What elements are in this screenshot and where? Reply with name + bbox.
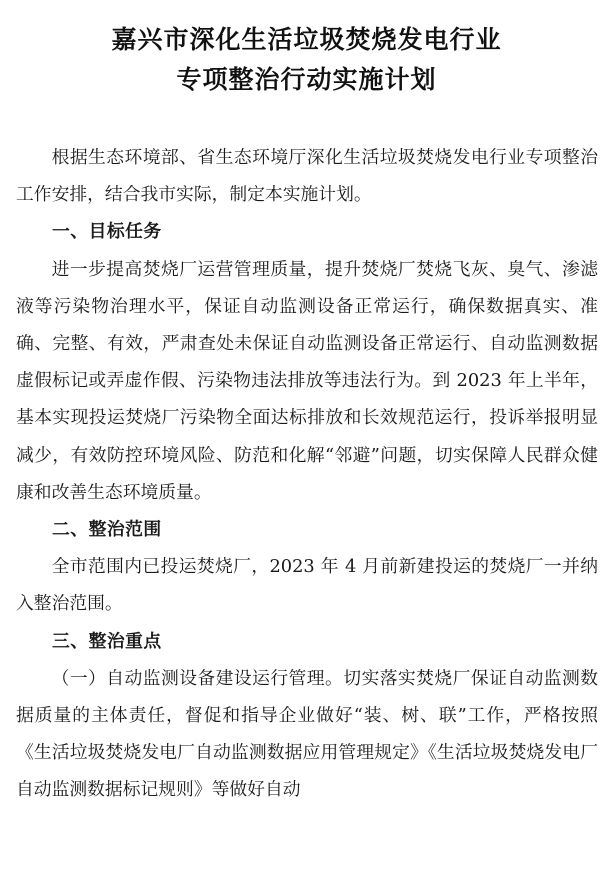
- intro-paragraph: 根据生态环境部、省生态环境厅深化生活垃圾焚烧发电行业专项整治工作安排，结合我市实际，制定本实施计划。: [16, 147, 598, 206]
- goals-paragraph: 进一步提高焚烧厂运营管理质量，提升焚烧厂焚烧飞灰、臭气、渗滤液等污染物治理水平，保证自动监测设备正常运行，确保数据真实、准确、完整、有效，严肃查处未保证自动监测设备正常运行、自动监测数据虚假标记或弄虚作假、污染物违法排放等违法行为。到 2023 年上半年，基本实现投运焚烧厂污染物全面达标排放和长效规范运行，投诉举报明显减少，有效防控环境风险、防范和化解“邻避”问题，切实保障人民群众健康和改善生态环境质量。: [16, 258, 598, 503]
- document-title-line-1: 嘉兴市深化生活垃圾焚烧发电行业: [111, 25, 502, 54]
- section-heading-scope: 二、整治范围: [52, 519, 162, 541]
- section-heading-focus: 三、整治重点: [52, 630, 162, 652]
- focus-paragraph: （一）自动监测设备建设运行管理。切实落实焚烧厂保证自动监测数据质量的主体责任，督促和指导企业做好“装、树、联”工作，严格按照《生活垃圾焚烧发电厂自动监测数据应用管理规定》《生活垃圾焚烧发电厂自动监测数据标记规则》等做好自动: [16, 667, 598, 801]
- document-title-line-2: 专项整治行动实施计划: [176, 65, 437, 94]
- section-heading-goals: 一、目标任务: [52, 221, 162, 243]
- document-body: [16, 139, 598, 809]
- scope-paragraph: 全市范围内已投运焚烧厂，2023 年 4 月前新建投运的焚烧厂一并纳入整治范围。: [16, 556, 598, 615]
